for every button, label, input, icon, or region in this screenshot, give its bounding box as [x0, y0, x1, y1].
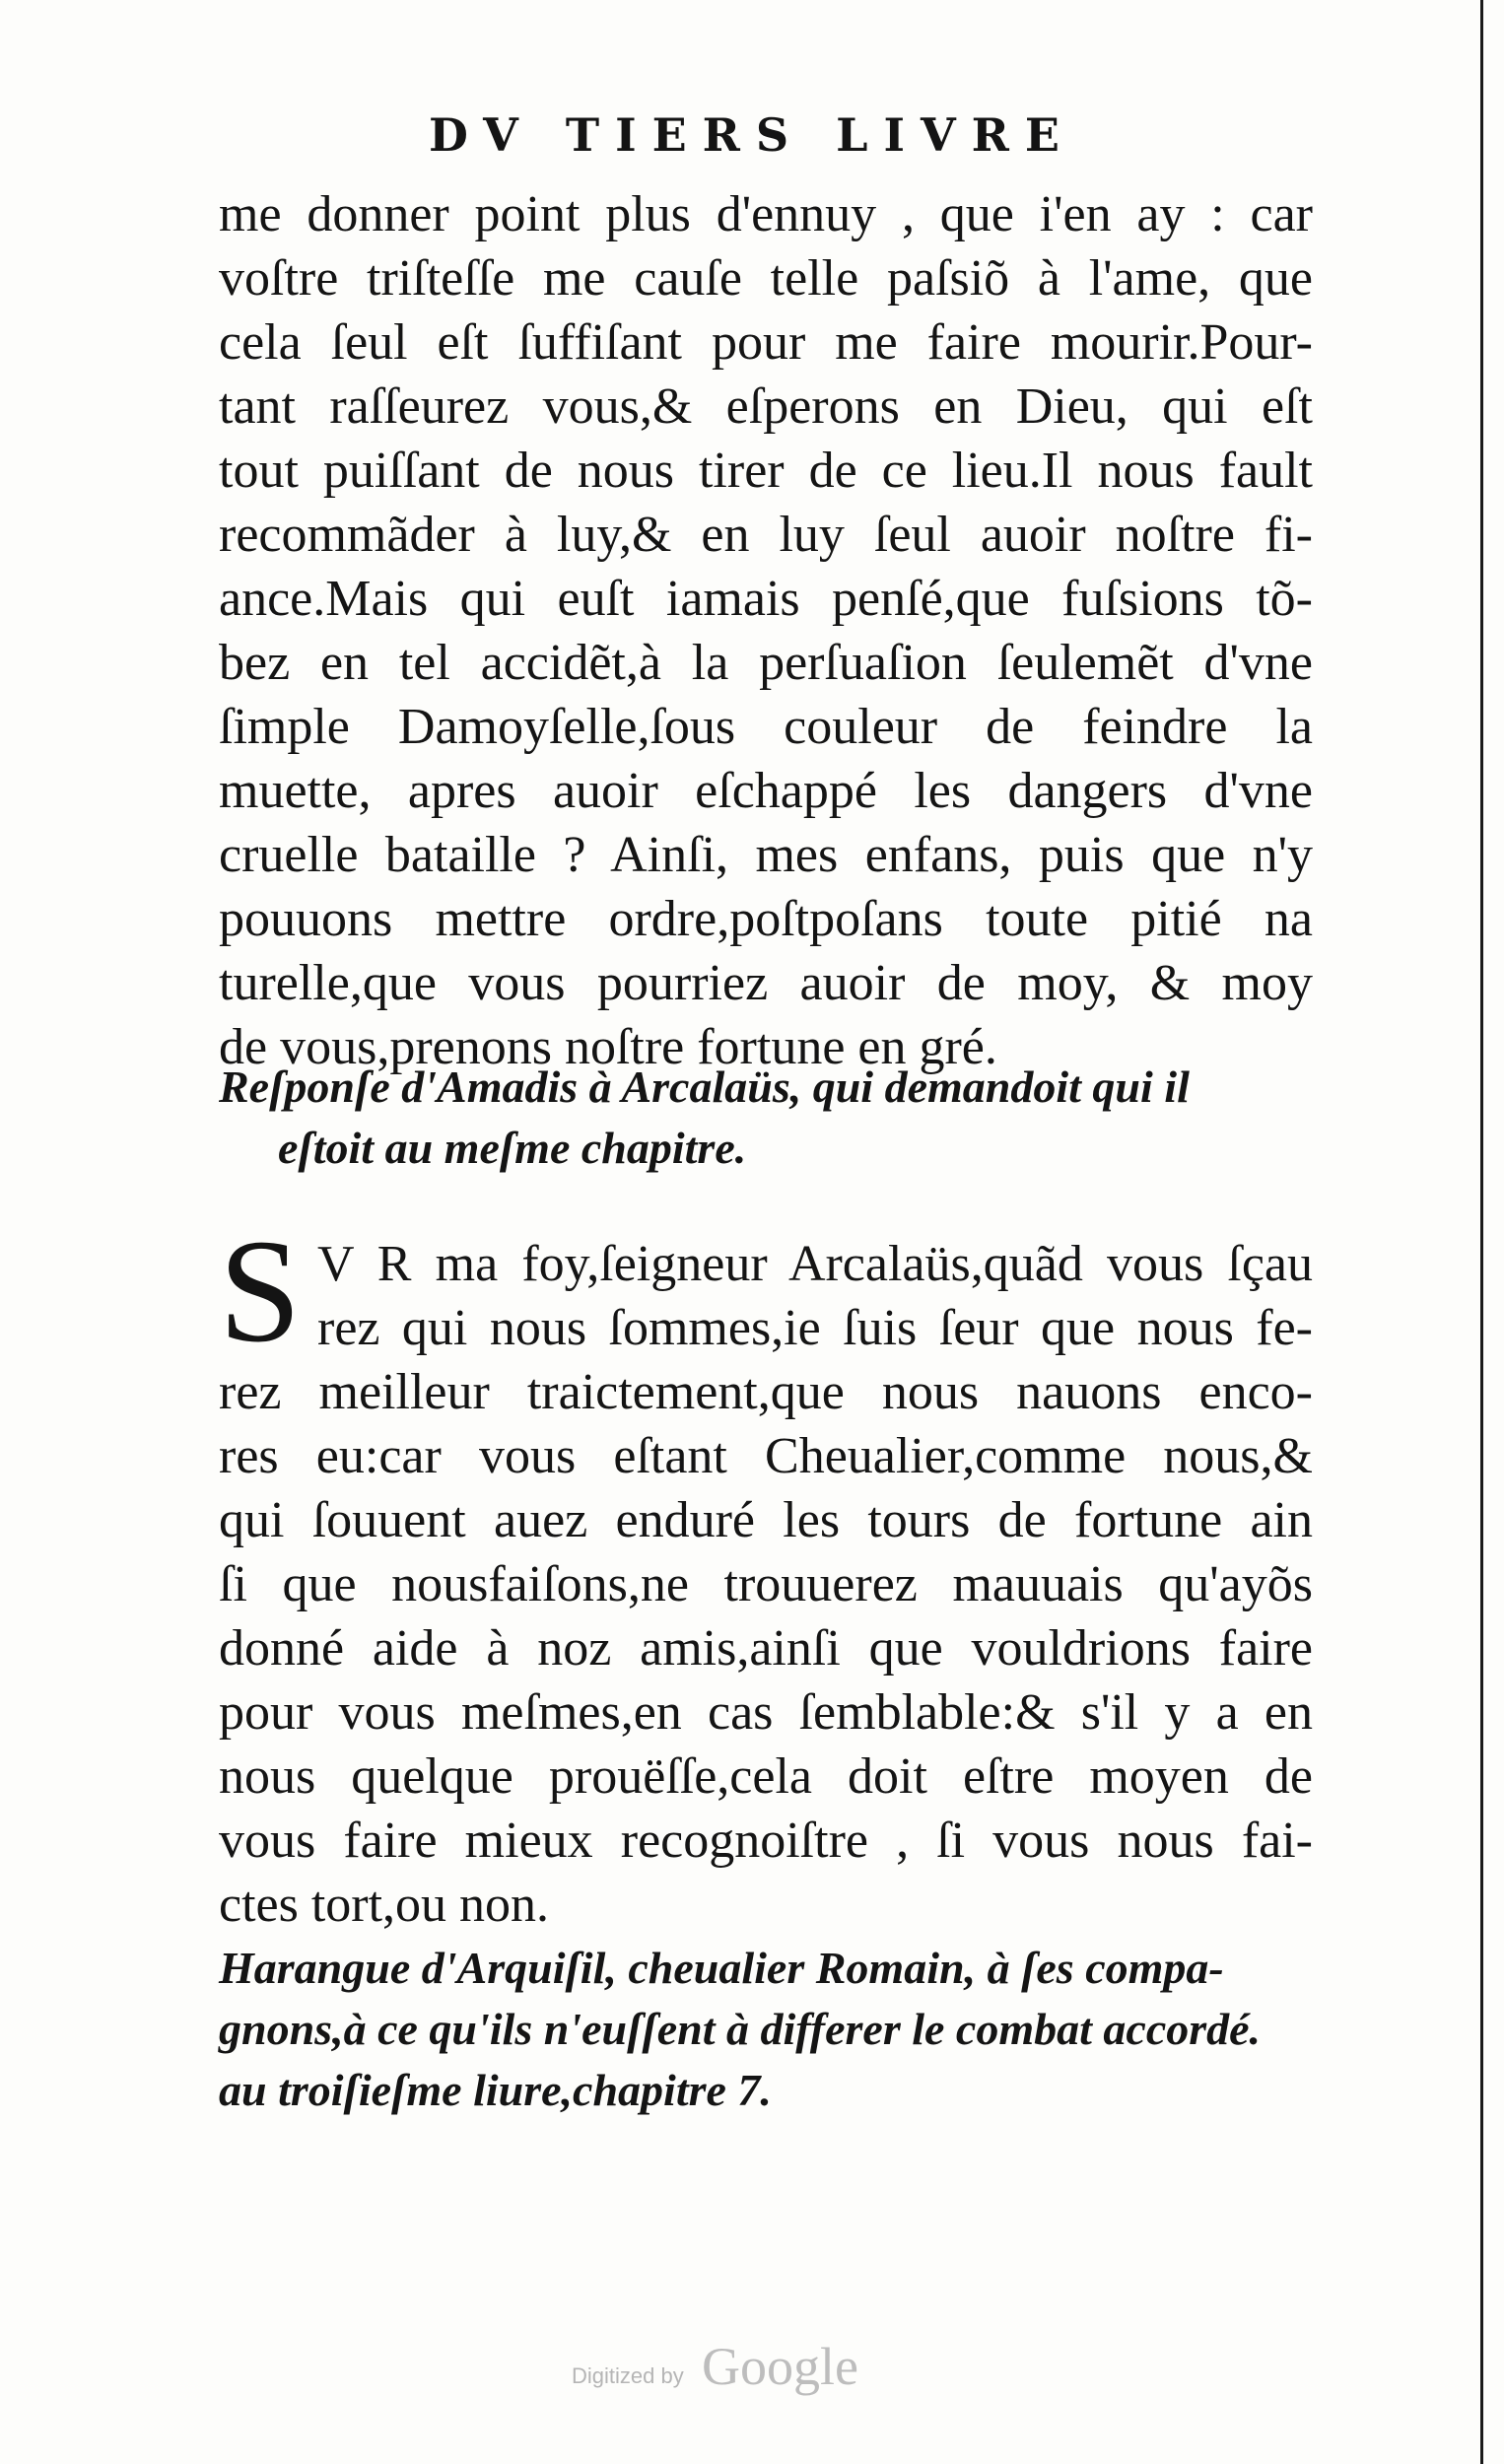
page-edge-line	[1480, 0, 1483, 2464]
section-heading-arquisil	[219, 1938, 1323, 2121]
text-line: cela ſeul eſt ſuffiſant pour me faire mourir.Pour-	[219, 314, 1313, 371]
text-line: muette, apres auoir eſchappé les dangers d'vne	[219, 763, 1313, 819]
text-line: de vous,prenons noſtre fortune en gré.	[219, 1019, 997, 1075]
text-line: ſi que nousfaiſons,ne trouuerez mauuais qu'ayõs	[219, 1556, 1313, 1612]
paragraph-speech-1	[219, 182, 1313, 1079]
heading-line: Reſponſe d'Amadis à Arcalaüs, qui demandoit qui il	[219, 1061, 1190, 1112]
text-line: ctes tort,ou non.	[219, 1877, 550, 1933]
text-line: nous quelque prouëſſe,cela doit eſtre moyen de	[219, 1748, 1313, 1805]
google-logo: Google	[702, 2337, 858, 2396]
text-line: voſtre triſteſſe me cauſe telle paſsiõ à l'ame, que	[219, 250, 1313, 307]
text-line: me donner point plus d'ennuy , que i'en ay : car	[219, 186, 1313, 242]
text-line: tout puiſſant de nous tirer de ce lieu.Il nous fault	[219, 443, 1313, 499]
text-line: pour vous meſmes,en cas ſemblable:& s'il y a en	[219, 1684, 1313, 1741]
text-line: res eu:car vous eſtant Cheualier,comme nous,&	[219, 1428, 1313, 1484]
text-line: donné aide à noz amis,ainſi que vouldrions faire	[219, 1620, 1313, 1677]
heading-line: au troiſieſme liure,chapitre 7.	[219, 2065, 772, 2115]
digitized-by-label: Digitized by	[572, 2363, 684, 2388]
section-heading-amadis	[219, 1057, 1323, 1179]
text-line: rez meilleur traictement,que nous nauons enco-	[219, 1364, 1313, 1420]
heading-line: eſtoit au meſme chapitre.	[278, 1123, 747, 1173]
digitization-watermark	[572, 2336, 966, 2395]
running-header: DV TIERS LIVRE	[429, 108, 1075, 162]
heading-line: Harangue d'Arquiſil, cheualier Romain, à ſes compa-	[219, 1943, 1224, 1993]
text-line: pouuons mettre ordre,poſtpoſans toute pitié na	[219, 891, 1313, 947]
text-line: qui ſouuent auez enduré les tours de fortune ain	[219, 1492, 1313, 1548]
drop-cap-letter: S	[219, 1209, 302, 1373]
text-line: ſimple Damoyſelle,ſous couleur de feindre la	[219, 699, 1313, 755]
text-line: V R ma foy,ſeigneur Arcalaüs,quãd vous ſçau	[317, 1236, 1313, 1292]
text-line: bez en tel accidẽt,à la perſuaſion ſeulemẽt d'vne	[219, 635, 1313, 691]
text-line: rez qui nous ſommes,ie ſuis ſeur que nous fe-	[317, 1300, 1313, 1356]
text-line: recommãder à luy,& en luy ſeul auoir noſtre fi-	[219, 507, 1313, 563]
text-line: turelle,que vous pourriez auoir de moy, & moy	[219, 955, 1313, 1011]
heading-line: gnons,à ce qu'ils n'euſſent à differer le combat accordé.	[219, 2004, 1262, 2054]
text-line: tant raſſeurez vous,& eſperons en Dieu, qui eſt	[219, 378, 1313, 435]
text-line: vous faire mieux recognoiſtre , ſi vous nous fai-	[219, 1813, 1313, 1869]
text-line: cruelle bataille ? Ainſi, mes enfans, puis que n'y	[219, 827, 1313, 883]
text-line: ance.Mais qui euſt iamais penſé,que fuſsions tõ-	[219, 571, 1313, 627]
paragraph-speech-2	[219, 1232, 1313, 1937]
